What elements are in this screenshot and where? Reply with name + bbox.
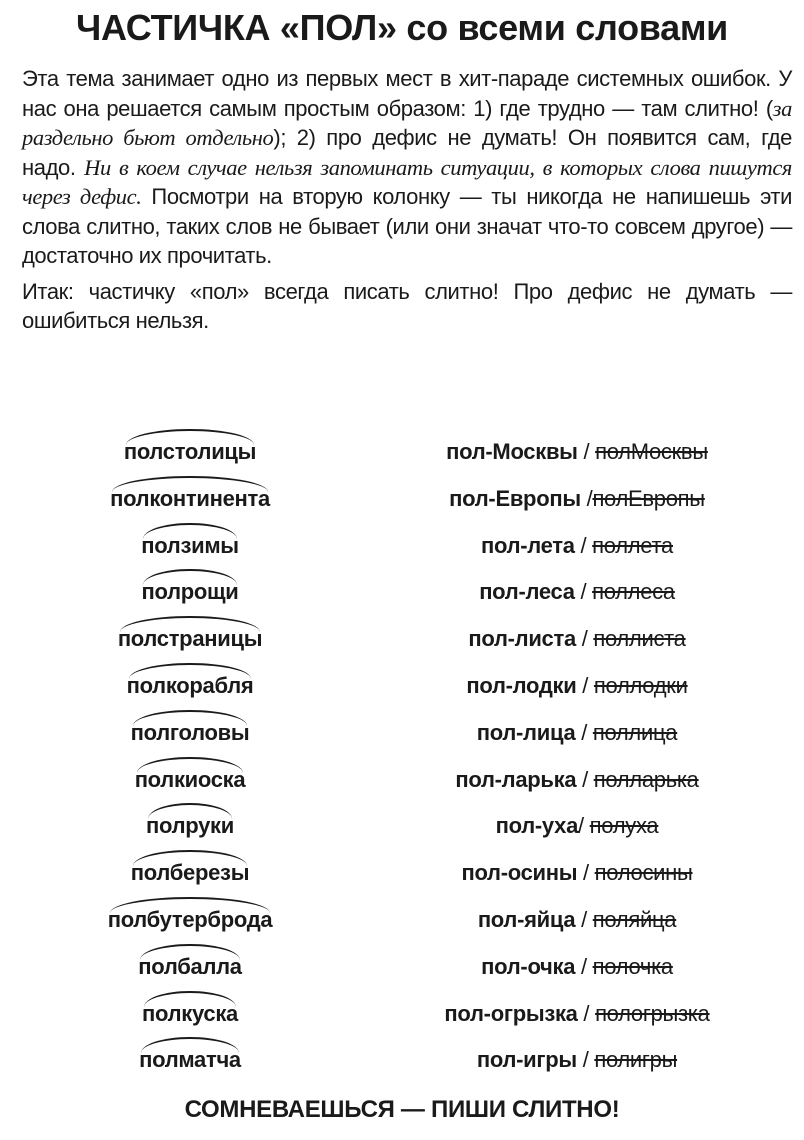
merge-arc-icon: [112, 476, 268, 492]
right-word: [384, 906, 770, 934]
wrong-spelling: полуха: [589, 813, 659, 839]
right-word: [384, 812, 770, 840]
merged-word-text: полстолицы: [123, 439, 257, 464]
merge-arc-icon: [120, 616, 260, 632]
left-word: [0, 625, 380, 653]
word-row: [0, 564, 804, 611]
right-word: [384, 1046, 770, 1074]
wrong-spelling: поллодки: [593, 672, 688, 698]
wrong-spelling: поллиста: [593, 626, 686, 652]
right-word: [384, 438, 770, 466]
separator: /: [575, 719, 593, 745]
left-word: [0, 766, 380, 794]
word-row: [0, 892, 804, 939]
left-word: [0, 906, 380, 934]
wrong-spelling: полочка: [592, 953, 673, 979]
wrong-spelling: поллица: [592, 719, 678, 745]
merged-word-text: ползимы: [141, 532, 239, 558]
intro-text-a: Эта тема занимает одно из первых мест в хит-параде системных ошибок. У нас она решается самым простым образом: 1) где трудно — там слитно! (: [22, 66, 792, 121]
separator: /: [575, 953, 593, 979]
merged-word-text: полбутерброда: [107, 906, 273, 932]
intro-italic-b: за раздельно бьют отдельно: [22, 95, 792, 150]
merged-word-text: полрощи: [141, 579, 239, 605]
word-row: [0, 611, 804, 658]
hyphenated-word: пол-лодки: [466, 672, 577, 698]
word-row: [0, 752, 804, 799]
separator: /: [576, 766, 594, 792]
left-word: [0, 438, 380, 466]
merged-word: [108, 906, 273, 934]
merged-word: [131, 719, 250, 747]
wrong-spelling: полМосквы: [595, 439, 708, 464]
separator: /: [576, 1047, 595, 1073]
separator: /: [576, 672, 594, 698]
word-row: [0, 798, 804, 845]
merge-arc-icon: [144, 991, 236, 1007]
separator: /: [577, 860, 595, 886]
word-row: [0, 658, 804, 705]
hyphenated-word: пол-лета: [481, 532, 575, 558]
left-word: [0, 953, 380, 981]
hyphenated-word: пол-яйца: [477, 906, 576, 932]
hyphenated-word: пол-очка: [481, 953, 576, 979]
separator: /: [574, 532, 593, 558]
merge-arc-icon: [141, 1037, 239, 1053]
merged-word: [141, 578, 238, 606]
wrong-spelling: поллета: [592, 532, 673, 558]
hyphenated-word: пол-листа: [468, 626, 576, 652]
left-word: [0, 1000, 380, 1028]
intro-text-e: Посмотри на вторую колонку — ты никогда не напишешь эти слова слитно, таких слов не бывает (или они значат что-то совсем другое) — достаточно их прочитать.: [22, 184, 792, 268]
word-row: [0, 424, 804, 471]
wrong-spelling: полигры: [594, 1047, 678, 1073]
merge-arc-icon: [143, 523, 237, 539]
separator: /: [580, 485, 593, 511]
right-word: [384, 625, 770, 653]
hyphenated-word: пол-лица: [476, 719, 576, 745]
intro-text-c: ); 2) про дефис не думать! Он появится сам, где надо.: [22, 125, 792, 180]
left-word: [0, 672, 380, 700]
merged-word-text: полкиоска: [134, 766, 246, 792]
merge-arc-icon: [143, 569, 236, 585]
merged-word: [131, 859, 249, 887]
right-word: [384, 578, 770, 606]
merged-word-text: полкуска: [142, 1000, 238, 1026]
merged-word: [146, 812, 234, 840]
left-word: [0, 485, 380, 513]
separator: /: [574, 579, 593, 605]
merge-arc-icon: [126, 429, 254, 445]
right-word: [384, 1000, 770, 1028]
wrong-spelling: пологрызка: [595, 1000, 710, 1026]
right-word: [384, 672, 770, 700]
left-word: [0, 532, 380, 560]
word-row: [0, 471, 804, 518]
left-word: [0, 859, 380, 887]
intro-paragraph-2: Итак: частичку «пол» всегда писать слитно! Про дефис не думать — ошибиться нельзя.: [22, 278, 792, 333]
page-title: ЧАСТИЧКА «ПОЛ» со всеми словами: [75, 7, 729, 48]
merge-arc-icon: [137, 757, 244, 773]
merged-word-text: полкорабля: [126, 672, 254, 698]
merge-arc-icon: [133, 710, 248, 726]
hyphenated-word: пол-Москвы: [446, 439, 578, 464]
word-row: [0, 845, 804, 892]
right-word: [384, 766, 770, 794]
hyphenated-word: пол-ларька: [455, 766, 577, 792]
word-row: [0, 986, 804, 1033]
right-word: [384, 485, 770, 513]
left-word: [0, 719, 380, 747]
intro-paragraph-1: [22, 64, 792, 271]
hyphenated-word: пол-огрызка: [444, 1000, 578, 1026]
separator: /: [577, 1000, 596, 1026]
hyphenated-word: пол-осины: [461, 860, 578, 886]
intro-text: [22, 64, 792, 342]
merged-word: [110, 485, 270, 513]
separator: /: [575, 626, 594, 652]
word-row: [0, 705, 804, 752]
merged-word: [118, 625, 262, 653]
merge-arc-icon: [133, 850, 247, 866]
right-word: [384, 859, 770, 887]
hyphenated-word: пол-леса: [479, 579, 575, 605]
merged-word-text: полберезы: [130, 860, 250, 886]
merged-word-text: полматча: [139, 1047, 241, 1073]
merged-word: [138, 953, 241, 981]
wrong-spelling: полосины: [594, 860, 693, 886]
merged-word: [142, 1000, 238, 1028]
separator: /: [578, 813, 590, 839]
left-word: [0, 1046, 380, 1074]
hyphenated-word: пол-уха: [495, 813, 579, 839]
hyphenated-word: пол-Европы: [449, 485, 581, 511]
right-word: [384, 719, 770, 747]
word-row: [0, 518, 804, 565]
separator: /: [575, 906, 593, 932]
merge-arc-icon: [148, 803, 232, 819]
word-row: [0, 939, 804, 986]
merged-word-text: полруки: [146, 813, 234, 839]
merged-word: [124, 438, 256, 466]
merged-word-text: полстраницы: [117, 626, 263, 652]
merged-word: [135, 766, 246, 794]
merged-word-text: полбалла: [138, 953, 242, 979]
merged-word: [141, 532, 239, 560]
wrong-spelling: поляйца: [592, 906, 677, 932]
wrong-spelling: полларька: [593, 766, 699, 792]
right-word: [384, 953, 770, 981]
merge-arc-icon: [129, 663, 252, 679]
hyphenated-word: пол-игры: [476, 1047, 577, 1073]
separator: /: [577, 439, 596, 464]
left-word: [0, 578, 380, 606]
left-word: [0, 812, 380, 840]
merged-word: [127, 672, 254, 700]
merge-arc-icon: [140, 944, 239, 960]
wrong-spelling: полЕвропы: [592, 485, 705, 511]
word-row: [0, 1032, 804, 1079]
merge-arc-icon: [110, 897, 271, 913]
merged-word: [139, 1046, 241, 1074]
merged-word-text: полконтинента: [110, 485, 270, 511]
footer-slogan: СОМНЕВАЕШЬСЯ — ПИШИ СЛИТНО!: [184, 1096, 620, 1123]
merged-word-text: полголовы: [130, 719, 250, 745]
wrong-spelling: поллеса: [592, 579, 675, 605]
intro-italic-d: Ни в коем случае нельзя запоминать ситуации, в которых слова пишутся через дефис.: [22, 154, 792, 209]
word-table: [0, 424, 804, 1079]
right-word: [384, 532, 770, 560]
